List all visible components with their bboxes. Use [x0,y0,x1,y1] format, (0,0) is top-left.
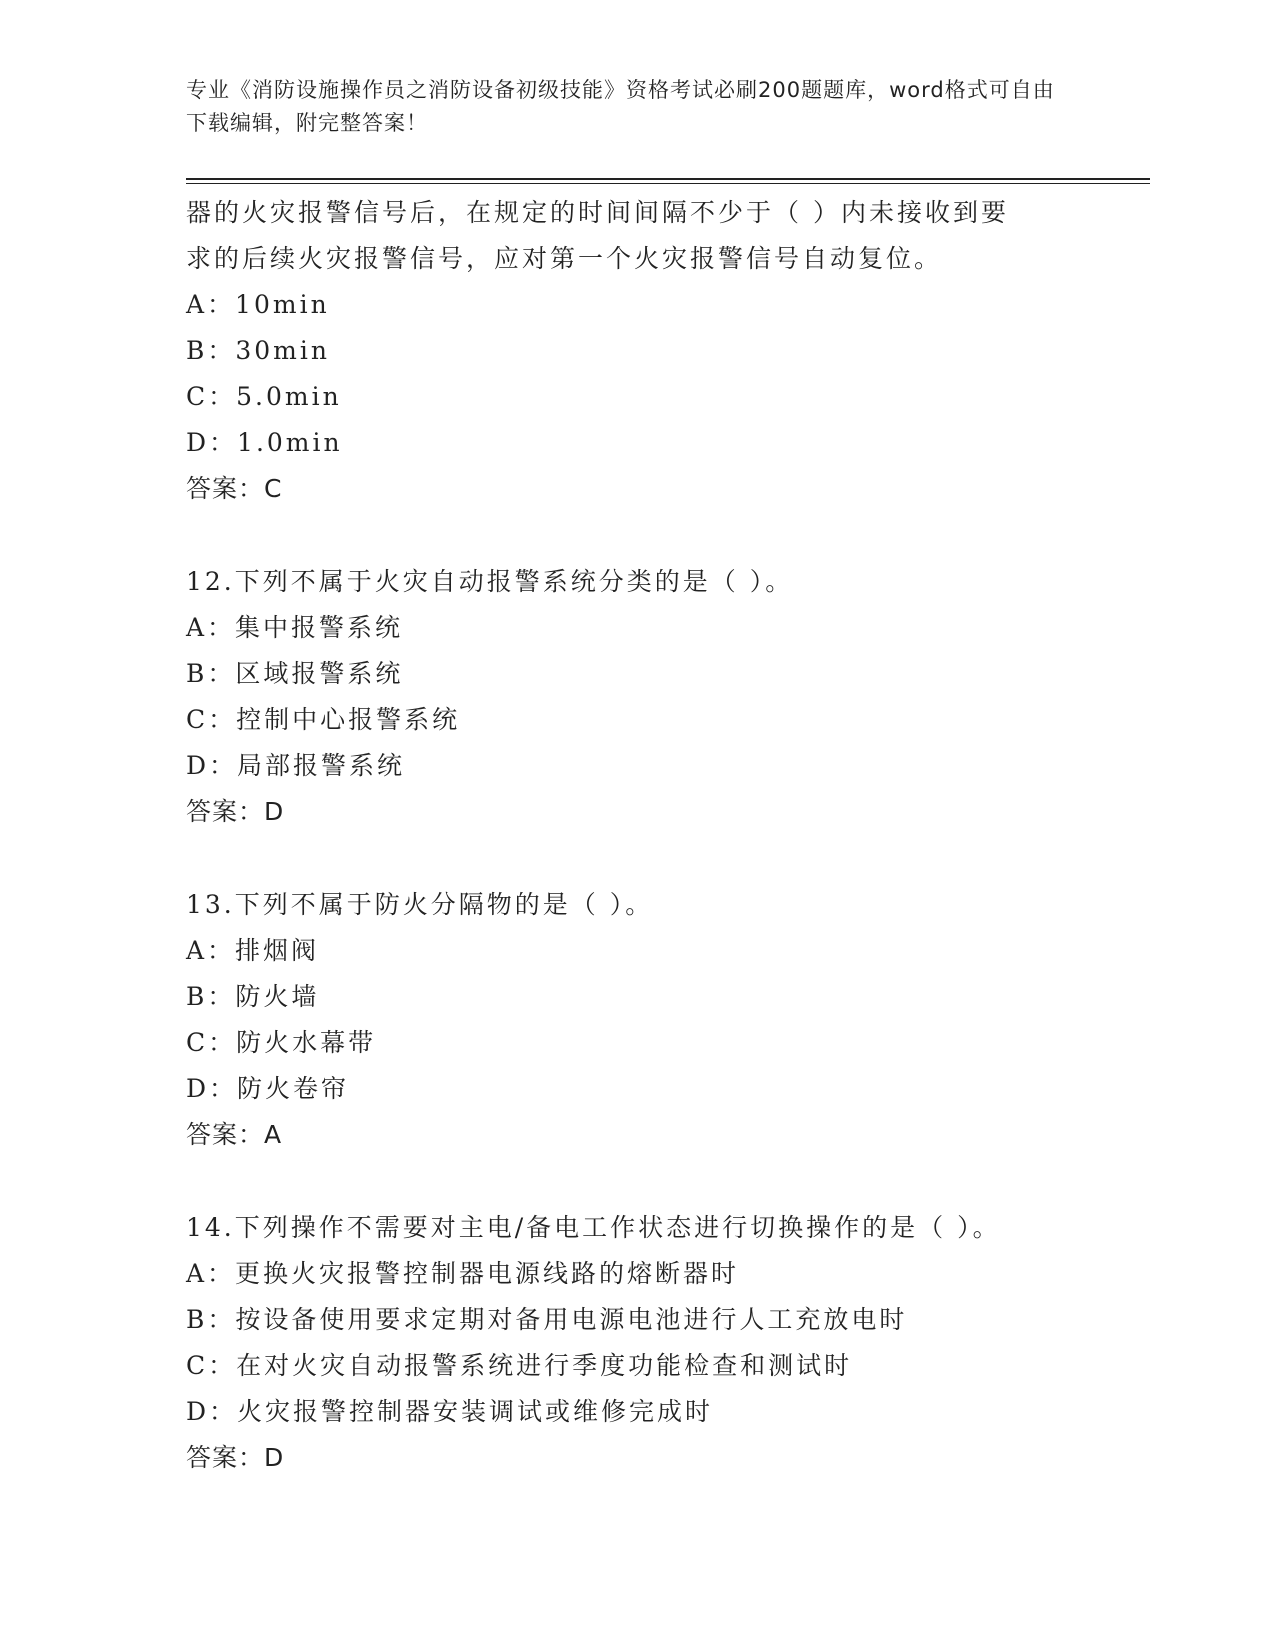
answer-line: 答案：A [186,1120,283,1149]
option-d: D：局部报警系统 [186,751,406,780]
question-stem-line: 13.下列不属于防火分隔物的是（ ）。 [186,890,654,919]
question-stem-line: 求的后续火灾报警信号，应对第一个火灾报警信号自动复位。 [186,244,943,273]
header-divider-thin [186,183,1150,184]
option-b: B：按设备使用要求定期对备用电源电池进行人工充放电时 [186,1305,908,1334]
question-stem-line: 12.下列不属于火灾自动报警系统分类的是（ ）。 [186,567,794,596]
option-b: B：防火墙 [186,982,320,1011]
option-d: D：1.0min [186,428,343,457]
question-13 [186,882,1086,1158]
question-11-continued [186,190,1086,512]
document-header: 专业《消防设施操作员之消防设备初级技能》资格考试必刷200题题库，word格式可自由下载编辑，附完整答案！ [186,78,1055,135]
answer-line: 答案：D [186,1443,285,1472]
question-list [186,190,1086,1481]
option-c: C：控制中心报警系统 [186,705,461,734]
option-a: A：排烟阀 [186,936,320,965]
option-d: D：防火卷帘 [186,1074,350,1103]
option-b: B：区域报警系统 [186,659,404,688]
question-stem-line: 14.下列操作不需要对主电/备电工作状态进行切换操作的是（ ）。 [186,1213,1001,1242]
question-12 [186,559,1086,835]
answer-line: 答案：C [186,474,283,503]
option-c: C：在对火灾自动报警系统进行季度功能检查和测试时 [186,1351,853,1380]
option-a: A：集中报警系统 [186,613,404,642]
answer-line: 答案：D [186,797,285,826]
option-c: C：防火水幕带 [186,1028,377,1057]
header-divider-thick [186,178,1150,180]
option-b: B：30min [186,336,330,365]
option-a: A：10min [186,290,330,319]
option-c: C：5.0min [186,382,342,411]
question-14 [186,1205,1086,1481]
option-a: A：更换火灾报警控制器电源线路的熔断器时 [186,1259,740,1288]
option-d: D：火灾报警控制器安装调试或维修完成时 [186,1397,714,1426]
question-stem-line: 器的火灾报警信号后，在规定的时间间隔不少于（ ）内未接收到要 [186,198,1009,227]
